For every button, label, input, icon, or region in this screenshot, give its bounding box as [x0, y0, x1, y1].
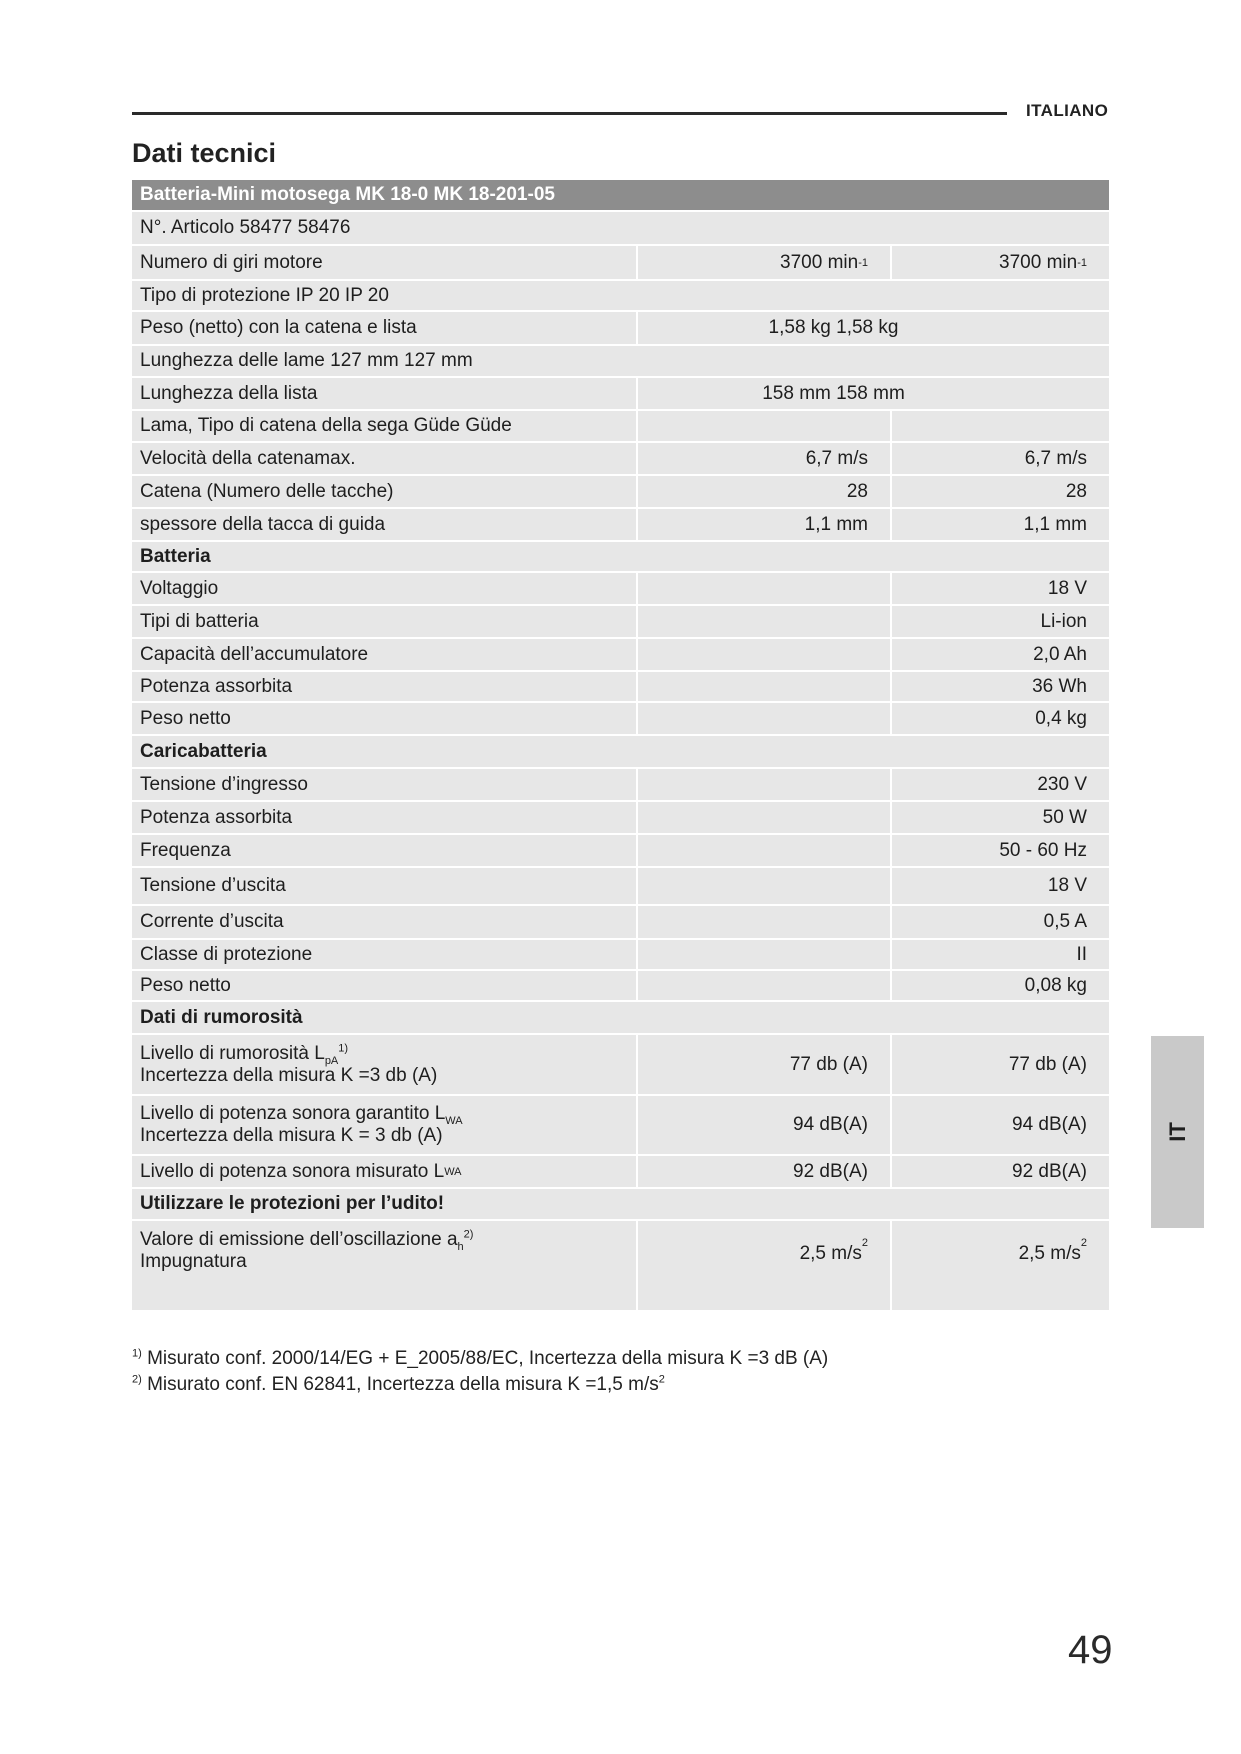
table-row — [132, 281, 1109, 312]
value-model-2: 230 V — [890, 769, 1109, 800]
section-title-battery: Batteria — [140, 545, 211, 567]
row-label: Livello di rumorosità $L_{pA}^{1)}$ Incertezza della misura K =3 db (A) — [140, 1042, 438, 1086]
language-side-tab-label: IT — [1164, 1122, 1190, 1142]
value-model-2: 77 db (A) — [890, 1035, 1109, 1094]
row-label: Livello di potenza sonora misurato L WA — [140, 1160, 462, 1182]
page-title: Dati tecnici — [132, 138, 277, 168]
value-model-1 — [636, 868, 890, 904]
protection-type: Tipo di protezione IP 20 IP 20 — [140, 284, 389, 306]
footnote-1: $^{1)}$ Misurato conf. 2000/14/EG + E_2005/88/EC, Incertezza della misura K =3 dB (A) — [132, 1347, 829, 1369]
row-label: Corrente d’uscita — [140, 911, 284, 932]
value-model-2 — [890, 411, 1109, 441]
value-model-1: 1,1 mm — [636, 509, 890, 540]
row-label: Peso netto — [140, 707, 231, 729]
row-label: Numero di giri motore — [140, 251, 323, 273]
value-model-1 — [636, 703, 890, 734]
table-row — [132, 906, 1109, 940]
row-label: Tensione d’ingresso — [140, 773, 308, 795]
value-model-2: 1,1 mm — [890, 509, 1109, 540]
table-row — [132, 1035, 1109, 1096]
table-row — [132, 246, 1109, 281]
row-label: Tipi di batteria — [140, 610, 259, 632]
table-row — [132, 476, 1109, 509]
value-model-2: 50 - 60 Hz — [890, 835, 1109, 866]
row-label: Velocità della catenamax. — [140, 447, 356, 469]
row-label: Catena (Numero delle tacche) — [140, 480, 394, 502]
row-label: Valore di emissione dell’oscillazione $a_h^{2)}$ Impugnatura — [140, 1228, 474, 1272]
value-model-1: 2,5 m/s 2 — [636, 1221, 890, 1310]
value-model-1 — [636, 940, 890, 969]
section-title-charger: Caricabatteria — [140, 740, 267, 762]
value-model-2: 3700 min -1 — [890, 246, 1109, 279]
value-model-1 — [636, 802, 890, 833]
specifications-table — [132, 180, 1109, 1312]
table-row — [132, 443, 1109, 476]
value-model-2: 0,5 A — [890, 906, 1109, 938]
row-label: Classe di protezione — [140, 943, 313, 965]
header-rule — [132, 112, 1007, 115]
language-label: ITALIANO — [1026, 101, 1109, 120]
value-model-1 — [636, 573, 890, 604]
value-model-1 — [636, 411, 890, 441]
section-title-noise: Dati di rumorosità — [140, 1006, 303, 1028]
row-label: Tensione d’uscita — [140, 875, 286, 896]
value-model-2: 28 — [890, 476, 1109, 507]
row-label: Peso (netto) con la catena e lista — [140, 317, 417, 338]
section-row — [132, 736, 1109, 769]
value-model-1 — [636, 769, 890, 800]
table-row — [132, 703, 1109, 736]
table-row — [132, 212, 1109, 246]
table-row — [132, 1096, 1109, 1156]
value-model-2: 0,08 kg — [890, 971, 1109, 1000]
row-label: Peso netto — [140, 974, 231, 996]
page-number: 49 — [1068, 1628, 1113, 1672]
row-label: Frequenza — [140, 839, 231, 861]
footnotes — [132, 1346, 828, 1398]
table-row — [132, 1156, 1109, 1189]
table-row — [132, 312, 1109, 346]
section-row — [132, 1189, 1109, 1221]
row-label: Capacità dell’accumulatore — [140, 643, 369, 665]
value-model-1 — [636, 606, 890, 637]
table-row — [132, 573, 1109, 606]
value-model-2: 50 W — [890, 802, 1109, 833]
blade-length: Lunghezza delle lame 127 mm 127 mm — [140, 350, 473, 371]
value-model-2: Li-ion — [890, 606, 1109, 637]
table-row — [132, 868, 1109, 906]
value-model-2: 94 dB(A) — [890, 1096, 1109, 1154]
row-label: Voltaggio — [140, 577, 219, 599]
section-row — [132, 1002, 1109, 1035]
table-row — [132, 411, 1109, 443]
table-row — [132, 346, 1109, 378]
value-model-1 — [636, 672, 890, 701]
row-label: Potenza assorbita — [140, 675, 293, 697]
value-model-2: 2,5 m/s 2 — [890, 1221, 1109, 1310]
table-row — [132, 672, 1109, 703]
table-row — [132, 1221, 1109, 1312]
language-side-tab — [1151, 1036, 1204, 1228]
value-model-2: II — [890, 940, 1109, 969]
table-row — [132, 940, 1109, 971]
row-label: Potenza assorbita — [140, 806, 293, 828]
article-number: N°. Articolo 58477 58476 — [140, 217, 351, 238]
value-model-2: 6,7 m/s — [890, 443, 1109, 474]
table-header: Batteria-Mini motosega MK 18-0 MK 18-201-05 — [132, 180, 1109, 212]
value-both-models: 1,58 kg 1,58 kg — [636, 312, 1109, 344]
table-row — [132, 769, 1109, 802]
table-row — [132, 971, 1109, 1002]
table-row — [132, 606, 1109, 639]
value-model-1: 92 dB(A) — [636, 1156, 890, 1187]
row-label: Lunghezza della lista — [140, 382, 318, 404]
value-model-1 — [636, 835, 890, 866]
value-model-2: 18 V — [890, 868, 1109, 904]
value-model-2: 18 V — [890, 573, 1109, 604]
value-model-1: 3700 min -1 — [636, 246, 890, 279]
value-model-2: 36 Wh — [890, 672, 1109, 701]
footnote-2: $^{2)}$ Misurato conf. EN 62841, Incertezza della misura K =1,5 $m/s^2$ — [132, 1373, 665, 1395]
table-row — [132, 835, 1109, 868]
value-model-2: 0,4 kg — [890, 703, 1109, 734]
value-model-1 — [636, 639, 890, 670]
chain-type: Lama, Tipo di catena della sega Güde Güde — [140, 415, 512, 436]
section-row — [132, 542, 1109, 573]
value-model-1 — [636, 971, 890, 1000]
value-model-1 — [636, 906, 890, 938]
hearing-protection-warning: Utilizzare le protezioni per l’udito! — [140, 1193, 445, 1214]
value-model-1: 77 db (A) — [636, 1035, 890, 1094]
value-model-1: 28 — [636, 476, 890, 507]
value-both-models: 158 mm 158 mm — [636, 378, 1109, 409]
table-row — [132, 509, 1109, 542]
table-row — [132, 378, 1109, 411]
row-label: Livello di potenza sonora garantito $L_{WA}$ Incertezza della misura K = 3 db (A) — [140, 1103, 463, 1146]
table-row — [132, 802, 1109, 835]
table-row — [132, 639, 1109, 672]
value-model-1: 94 dB(A) — [636, 1096, 890, 1154]
value-model-1: 6,7 m/s — [636, 443, 890, 474]
value-model-2: 92 dB(A) — [890, 1156, 1109, 1187]
value-model-2: 2,0 Ah — [890, 639, 1109, 670]
row-label: spessore della tacca di guida — [140, 513, 386, 535]
